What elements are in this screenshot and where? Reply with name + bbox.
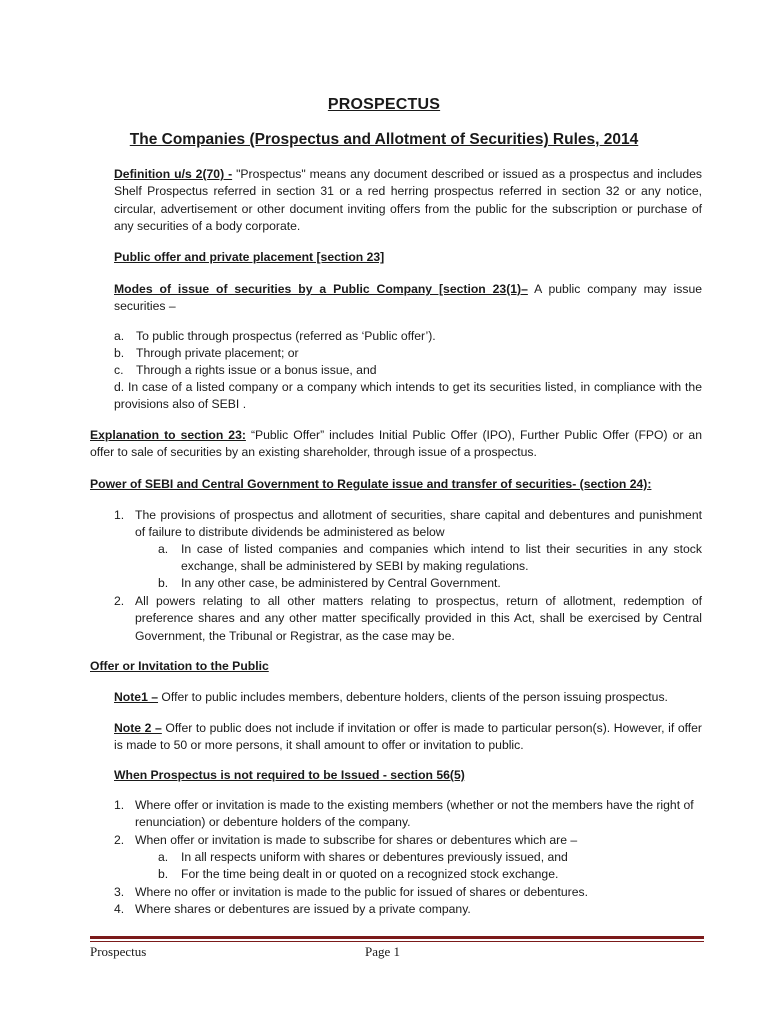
list-text: Where shares or debentures are issued by a private company. bbox=[135, 902, 471, 916]
offer-heading: Offer or Invitation to the Public bbox=[90, 659, 269, 673]
note1-paragraph bbox=[114, 689, 702, 706]
list-marker: 3. bbox=[114, 885, 125, 899]
footer-title: Prospectus bbox=[90, 944, 147, 959]
note2-label: Note 2 – bbox=[114, 721, 162, 735]
list-item bbox=[114, 507, 702, 542]
list-item bbox=[114, 362, 702, 380]
public-offer-heading: Public offer and private placement [section 23] bbox=[114, 250, 385, 264]
list-marker: 2. bbox=[114, 594, 125, 608]
sebi-heading: Power of SEBI and Central Government to Regulate issue and transfer of securities- (section 24): bbox=[90, 477, 652, 491]
sub-list-item bbox=[158, 866, 702, 884]
sub-list-item bbox=[158, 849, 702, 867]
definition-label: Definition u/s 2(70) - bbox=[114, 167, 233, 181]
sub-list-item bbox=[158, 541, 702, 576]
list-item bbox=[114, 328, 702, 346]
explanation-paragraph bbox=[90, 427, 702, 462]
footer-rule-thick bbox=[90, 936, 704, 939]
note1-text: Offer to public includes members, debenture holders, clients of the person issuing prospectus. bbox=[158, 690, 668, 704]
list-marker: a. bbox=[158, 542, 169, 556]
list-marker: a. bbox=[158, 850, 169, 864]
list-marker: b. bbox=[158, 576, 169, 590]
document-subtitle: The Companies (Prospectus and Allotment of Securities) Rules, 2014 bbox=[129, 131, 639, 148]
list-marker: b. bbox=[114, 346, 125, 360]
explanation-text: “Public Offer” includes Initial Public Offer (IPO), Further Public Offer (FPO) or an offer to sale of securities by an existing shareholder, through issue of a prospectus. bbox=[90, 428, 702, 460]
note1-label: Note1 – bbox=[114, 690, 159, 704]
definition-paragraph bbox=[114, 166, 702, 236]
modes-paragraph bbox=[114, 281, 702, 316]
explanation-label: Explanation to section 23: bbox=[90, 428, 246, 442]
list-marker: 4. bbox=[114, 902, 125, 916]
list-marker: 1. bbox=[114, 508, 125, 522]
list-text: The provisions of prospectus and allotment of securities, share capital and debentures and punishment of failure to distribute dividends be administered as below bbox=[135, 508, 702, 540]
footer-page-number: Page 1 bbox=[365, 944, 401, 959]
list-text: In any other case, be administered by Central Government. bbox=[181, 576, 501, 590]
list-text: Where no offer or invitation is made to the public for issued of shares or debentures. bbox=[135, 885, 588, 899]
list-item bbox=[114, 901, 702, 919]
document-title: PROSPECTUS bbox=[327, 96, 441, 113]
list-text: All powers relating to all other matters relating to prospectus, return of allotment, redemption of preference shares and any other matter specifically provided in this Act, shall be exercised by Central Government, the Tribunal or Registrar, as the case may be. bbox=[135, 594, 702, 643]
note2-paragraph bbox=[114, 720, 702, 755]
list-text: In case of listed companies and companies which intend to list their securities in any stock exchange, shall be administered by SEBI by making regulations. bbox=[181, 542, 702, 574]
note2-text: Offer to public does not include if invitation or offer is made to particular person(s). However, if offer is made to 50 or more persons, it shall amount to offer or invitation to public. bbox=[114, 721, 702, 753]
list-marker: c. bbox=[114, 363, 124, 377]
list-marker: 2. bbox=[114, 833, 125, 847]
list-text: Where offer or invitation is made to the existing members (whether or not the members have the right of renunciation) or debenture holders of the company. bbox=[135, 798, 694, 830]
list-item bbox=[114, 797, 702, 832]
list-marker: a. bbox=[114, 329, 125, 343]
list-item: d. In case of a listed company or a company which intends to get its securities listed, in compliance with the provisions also of SEBI . bbox=[114, 380, 702, 412]
list-text: Through private placement; or bbox=[136, 346, 299, 360]
sub-list-item bbox=[158, 575, 702, 593]
modes-text: A public company may issue securities – bbox=[114, 282, 702, 314]
list-item bbox=[114, 345, 702, 363]
modes-label: Modes of issue of securities by a Public Company [section 23(1)– bbox=[114, 282, 528, 296]
list-item bbox=[114, 884, 702, 902]
list-item bbox=[114, 593, 702, 645]
list-marker: 1. bbox=[114, 798, 125, 812]
list-marker: b. bbox=[158, 867, 169, 881]
definition-text: "Prospectus" means any document described or issued as a prospectus and includes Shelf Prospectus referred in section 31 or a red herring prospectus referred in section 32 or any notice, circular, advertisement or other document inviting offers from the public for the subscription or purchase of any securities of a body corporate. bbox=[114, 167, 702, 234]
list-text: Through a rights issue or a bonus issue, and bbox=[136, 363, 377, 377]
list-text: For the time being dealt in or quoted on a recognized stock exchange. bbox=[181, 867, 559, 881]
list-text: When offer or invitation is made to subscribe for shares or debentures which are – bbox=[135, 833, 578, 847]
footer-rule-thin bbox=[90, 941, 704, 942]
list-item bbox=[114, 832, 702, 850]
list-text: To public through prospectus (referred as ‘Public offer’). bbox=[136, 329, 436, 343]
list-text: In all respects uniform with shares or debentures previously issued, and bbox=[181, 850, 568, 864]
not-required-heading: When Prospectus is not required to be Issued - section 56(5) bbox=[114, 768, 465, 782]
